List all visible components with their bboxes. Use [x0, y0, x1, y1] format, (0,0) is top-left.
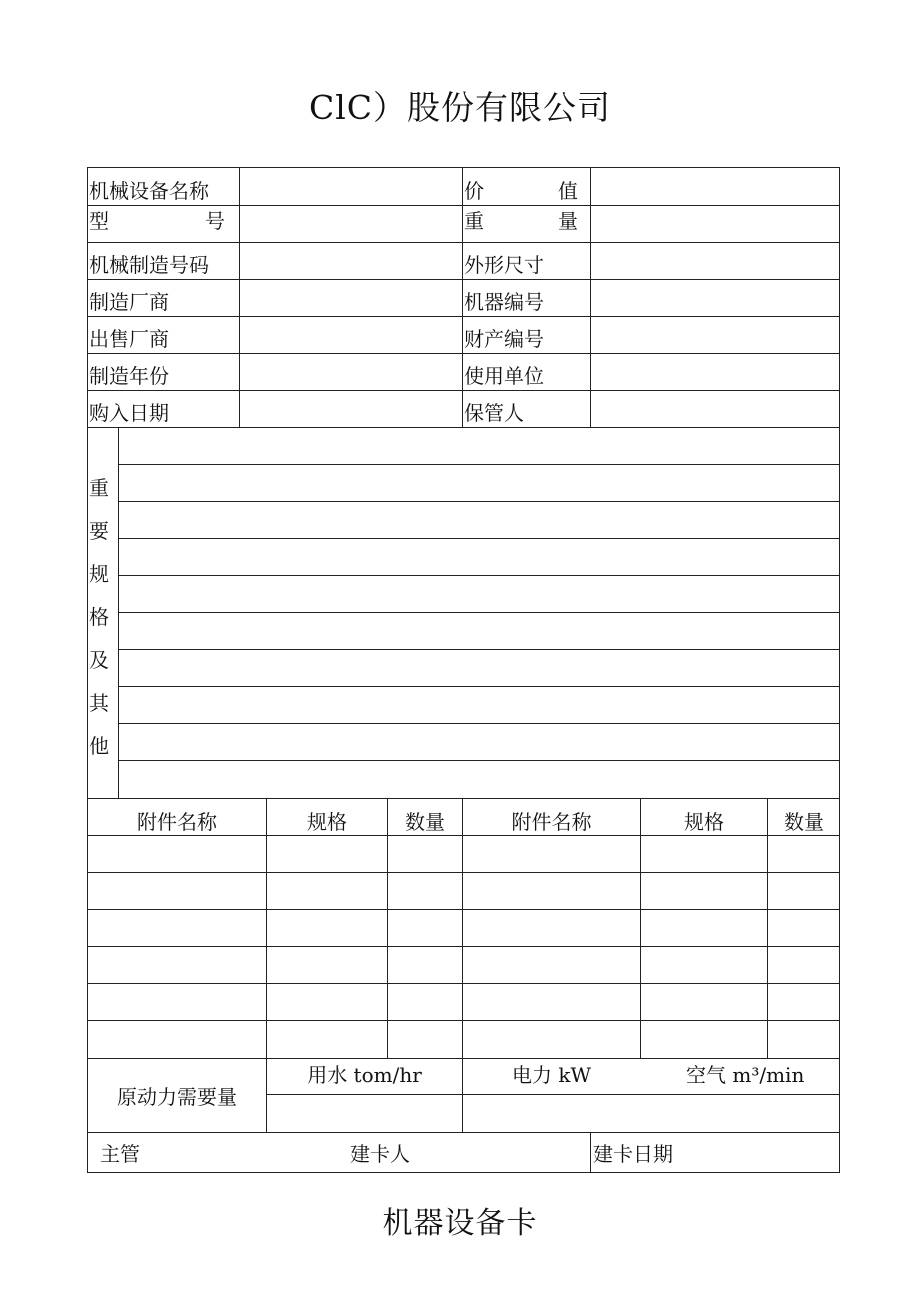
info-label-equipment-name: 机械设备名称 [89, 179, 209, 203]
info-label-dimensions: 外形尺寸 [464, 253, 544, 277]
info-label-manufacture-year: 制造年份 [89, 364, 169, 388]
info-label-value [464, 180, 578, 202]
accessory-header-spec-2: 规格 [684, 810, 724, 834]
info-label-machine-number: 机器编号 [464, 290, 544, 314]
power-air-label: 空气 m³/min [686, 1063, 805, 1087]
specs-label-char: 格 [89, 605, 109, 629]
specs-label [88, 467, 110, 768]
signoff-card-maker-label: 建卡人 [350, 1142, 410, 1166]
specs-label-char: 其 [89, 691, 109, 715]
accessory-header-qty-1: 数量 [405, 810, 445, 834]
specs-label-char: 规 [89, 562, 109, 586]
signoff-card-date-label: 建卡日期 [593, 1142, 673, 1166]
info-label-weight [464, 210, 578, 232]
info-label-model [89, 210, 225, 232]
info-label-weight-char-2: 量 [558, 209, 578, 233]
info-label-value-char-2: 值 [558, 179, 578, 203]
info-label-asset-number: 财产编号 [464, 327, 544, 351]
accessory-header-qty-2: 数量 [784, 810, 824, 834]
power-requirement-label: 原动力需要量 [117, 1085, 237, 1109]
footer-title: 机器设备卡 [382, 1206, 538, 1241]
specs-label-char: 要 [89, 519, 109, 543]
info-label-model-char-2: 号 [205, 209, 225, 233]
accessory-header-name-1: 附件名称 [137, 810, 217, 834]
info-label-seller: 出售厂商 [89, 327, 169, 351]
specs-label-char: 重 [89, 476, 109, 500]
info-label-manufacturer: 制造厂商 [89, 290, 169, 314]
specs-label-char: 及 [89, 648, 109, 672]
accessory-header-spec-1: 规格 [307, 810, 347, 834]
info-label-value-char-1: 价 [464, 179, 484, 203]
power-electric-label: 电力 kW [512, 1063, 592, 1087]
info-label-purchase-date: 购入日期 [89, 401, 169, 425]
specs-label-char: 他 [89, 734, 109, 758]
info-label-serial-number: 机械制造号码 [89, 253, 209, 277]
info-label-weight-char-1: 重 [464, 209, 484, 233]
info-label-custodian: 保管人 [464, 401, 524, 425]
signoff-supervisor-label: 主管 [100, 1142, 140, 1166]
page-title: ClC）股份有限公司 [308, 88, 612, 127]
power-water-label: 用水 tom/hr [307, 1063, 422, 1087]
accessory-header-name-2: 附件名称 [511, 810, 592, 834]
info-label-user-unit: 使用单位 [464, 364, 544, 388]
info-label-model-char-1: 型 [89, 209, 109, 233]
